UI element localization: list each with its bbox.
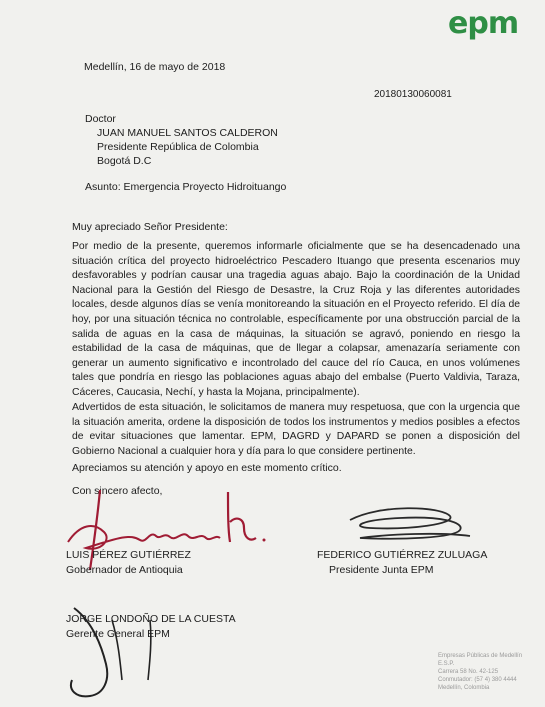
- president-junta-signature: [330, 500, 480, 550]
- closing-line: Apreciamos su atención y apoyo en este momento crítico.: [72, 462, 342, 474]
- stamp-line: Carrera 58 No. 42-125: [438, 669, 499, 675]
- recipient-salutation: Doctor: [85, 113, 116, 125]
- stamp-line: Medellín, Colombia: [438, 685, 490, 691]
- recipient-block: [85, 112, 278, 168]
- body-paragraph-2: Advertidos de esta situación, le solicitamos de manera muy respetuosa, que con la urgencia que la situación amerita, ordene la disposición de todos los instrumentos y medios posibles a efectos de evitar situaciones que lamentar. EPM, DAGRD y DAPARD se ponen a disposición del Gobierno Nacional a cualquier hora y día para lo que considere pertinente.: [72, 402, 520, 457]
- gerente-role: Gerente General EPM: [66, 628, 170, 640]
- footer-stamp: [438, 652, 538, 692]
- governor-role: Gobernador de Antioquia: [66, 564, 183, 576]
- recipient-name: JUAN MANUEL SANTOS CALDERON: [97, 127, 278, 139]
- governor-name: LUIS PÉREZ GUTIÉRREZ: [66, 549, 191, 561]
- signoff-line: Con sincero afecto,: [72, 485, 163, 497]
- stamp-line: Conmutador: (57 4) 380 4444: [438, 677, 517, 683]
- body-paragraph-1: Por medio de la presente, queremos informarle oficialmente que se ha desencadenado una situación crítica del proyecto hidroeléctrico Pescadero Ituango que presenta escenarios muy desfavorables y podrían causar una tragedia aguas abajo. Bajo la coordinación de la Unidad Nacional para la Gestión del Riesgo de Desastre, la Cruz Roja y las diferentes autoridades locales, desde algunos días se venía monitoreando la situación en el Proyecto referido. El día de hoy, por una situación técnica no controlable, específicamente por una obstrucción parcial de la salida de aguas en la casa de máquinas, la situación se agravó, poniendo en riesgo la estabilidad de la casa de máquinas, que de llegar a colapsar, amenazaría seriamente con generar un aumento significativo e incontrolado del cauce del río Cauca, en unos volúmenes tales que pondría en riesgo las poblaciones aguas abajo del embalse (Puerto Valdivia, Taraza, Cáceres, Caucasia, Nechí, y hasta la Mojana, principalmente).: [72, 241, 520, 398]
- recipient-title: Presidente República de Colombia: [97, 141, 259, 153]
- letter-subject: Asunto: Emergencia Proyecto Hidroituango: [85, 181, 287, 193]
- epm-logo: epm: [448, 6, 519, 41]
- letter-greeting: Muy apreciado Señor Presidente:: [72, 221, 228, 233]
- reference-number: 20180130060081: [374, 89, 452, 100]
- letter-date: Medellín, 16 de mayo de 2018: [84, 61, 226, 73]
- junta-president-name: FEDERICO GUTIÉRREZ ZULUAGA: [317, 549, 488, 561]
- junta-president-role: Presidente Junta EPM: [329, 564, 434, 576]
- stamp-line: Empresas Públicas de Medellín E.S.P.: [438, 653, 523, 667]
- recipient-city: Bogotá D.C: [97, 155, 152, 167]
- gerente-name: JORGE LONDOÑO DE LA CUESTA: [66, 613, 236, 625]
